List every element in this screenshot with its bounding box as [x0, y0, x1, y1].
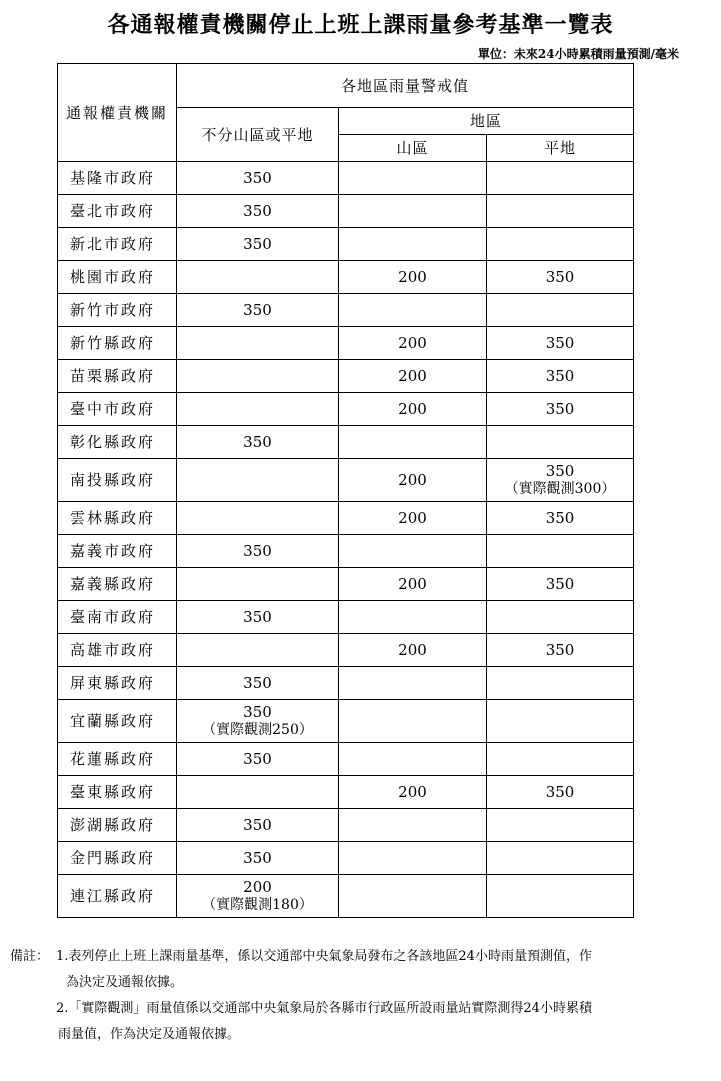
plain-cell [487, 294, 634, 327]
all-region-cell [177, 601, 339, 634]
plain-cell [487, 634, 634, 667]
mountain-cell [339, 294, 487, 327]
plain-cell [487, 842, 634, 875]
table-row [58, 228, 634, 261]
all-region-cell [177, 195, 339, 228]
mountain-cell [339, 743, 487, 776]
agency-cell-value: 澎湖縣政府 [70, 816, 156, 834]
agency-cell [58, 743, 177, 776]
all-region-cell-observed-note: （實際觀測250） [202, 722, 313, 738]
plain-cell [487, 875, 634, 918]
mountain-cell [339, 568, 487, 601]
mountain-cell-value: 200 [398, 268, 427, 286]
agency-cell [58, 535, 177, 568]
all-region-cell-value: 350 [243, 301, 272, 319]
agency-cell-value: 臺南市政府 [70, 608, 156, 626]
all-region-cell [177, 535, 339, 568]
all-region-cell [177, 809, 339, 842]
all-region-cell-value: 350 [243, 816, 272, 834]
all-region-cell-value: 350 [243, 542, 272, 560]
mountain-cell [339, 195, 487, 228]
note-2-line-1: 2.「實際觀測」雨量值係以交通部中央氣象局於各縣市行政區所設雨量站實際測得24小時累積 [56, 1001, 592, 1016]
agency-cell [58, 426, 177, 459]
agency-cell [58, 776, 177, 809]
table-row [58, 776, 634, 809]
notes [10, 944, 700, 1048]
agency-cell [58, 327, 177, 360]
all-region-cell [177, 842, 339, 875]
mountain-cell [339, 809, 487, 842]
all-region-cell-value: 350 [243, 433, 272, 451]
plain-cell-observed-note: （實際觀測300） [504, 481, 616, 497]
agency-cell [58, 459, 177, 502]
plain-cell [487, 426, 634, 459]
agency-cell-value: 南投縣政府 [70, 471, 156, 489]
all-region-cell [177, 502, 339, 535]
mountain-cell [339, 360, 487, 393]
all-region-cell-value: 350 [243, 202, 272, 220]
agency-cell [58, 294, 177, 327]
plain-cell [487, 568, 634, 601]
all-region-cell [177, 294, 339, 327]
all-region-cell [177, 776, 339, 809]
mountain-cell-value: 200 [398, 509, 427, 527]
table-row [58, 393, 634, 426]
plain-cell-value: 350 [545, 509, 575, 527]
plain-cell [487, 535, 634, 568]
mountain-cell [339, 776, 487, 809]
agency-cell [58, 700, 177, 743]
agency-cell-value: 臺中市政府 [70, 400, 156, 418]
header-no-distinction: 不分山區或平地 [177, 108, 339, 162]
mountain-cell-value: 200 [398, 641, 427, 659]
agency-cell [58, 162, 177, 195]
mountain-cell [339, 502, 487, 535]
all-region-cell [177, 634, 339, 667]
agency-cell-value: 臺東縣政府 [70, 783, 156, 801]
agency-cell-value: 屏東縣政府 [70, 674, 156, 692]
note-1-line-2: 為決定及通報依據。 [66, 975, 184, 990]
all-region-cell [177, 261, 339, 294]
agency-cell [58, 667, 177, 700]
agency-cell [58, 568, 177, 601]
plain-cell [487, 327, 634, 360]
plain-cell [487, 700, 634, 743]
table-row [58, 535, 634, 568]
agency-cell [58, 809, 177, 842]
table-row [58, 700, 634, 743]
agency-cell [58, 393, 177, 426]
mountain-cell [339, 700, 487, 743]
all-region-cell [177, 568, 339, 601]
all-region-cell [177, 426, 339, 459]
all-region-cell [177, 228, 339, 261]
table-row [58, 875, 634, 918]
agency-cell [58, 634, 177, 667]
table-row [58, 426, 634, 459]
table-row [58, 294, 634, 327]
mountain-cell-value: 200 [398, 400, 427, 418]
mountain-cell [339, 875, 487, 918]
table-row [58, 162, 634, 195]
agency-cell [58, 228, 177, 261]
mountain-cell [339, 535, 487, 568]
agency-cell [58, 842, 177, 875]
all-region-cell [177, 743, 339, 776]
agency-cell-value: 宜蘭縣政府 [70, 712, 156, 730]
table-row [58, 360, 634, 393]
all-region-cell-value: 350 [243, 169, 272, 187]
mountain-cell-value: 200 [398, 334, 427, 352]
agency-cell-value: 新北市政府 [70, 235, 156, 253]
all-region-cell-value: 350 [243, 849, 272, 867]
plain-cell-value: 350 [545, 268, 575, 286]
header-region: 地區 [339, 108, 634, 135]
all-region-cell-observed-note: （實際觀測180） [202, 897, 313, 913]
plain-cell [487, 195, 634, 228]
plain-cell [487, 360, 634, 393]
plain-cell-value: 350 [545, 400, 575, 418]
plain-cell-value: 350 [545, 783, 575, 801]
table-row [58, 195, 634, 228]
mountain-cell [339, 426, 487, 459]
plain-cell-value: 350 [545, 641, 575, 659]
all-region-cell [177, 162, 339, 195]
agency-cell-value: 嘉義縣政府 [70, 575, 156, 593]
table-row [58, 667, 634, 700]
all-region-cell [177, 393, 339, 426]
plain-cell [487, 261, 634, 294]
mountain-cell [339, 842, 487, 875]
mountain-cell-value: 200 [398, 367, 427, 385]
agency-cell-value: 基隆市政府 [70, 169, 156, 187]
plain-cell [487, 502, 634, 535]
notes-label: 備註： [10, 949, 50, 964]
mountain-cell-value: 200 [398, 575, 427, 593]
agency-cell-value: 新竹市政府 [70, 301, 156, 319]
all-region-cell-value: 350 [243, 750, 272, 768]
agency-cell-value: 桃園市政府 [70, 268, 156, 286]
note-2-line-2: 雨量值，作為決定及通報依據。 [58, 1027, 241, 1042]
mountain-cell-value: 200 [398, 471, 427, 489]
table-row [58, 261, 634, 294]
agency-cell-value: 彰化縣政府 [70, 433, 156, 451]
plain-cell [487, 228, 634, 261]
mountain-cell [339, 601, 487, 634]
note-1-line-1 [10, 944, 700, 970]
header-plain: 平地 [487, 135, 634, 162]
plain-cell [487, 743, 634, 776]
agency-cell [58, 875, 177, 918]
mountain-cell [339, 327, 487, 360]
agency-cell [58, 601, 177, 634]
note-1-text: 1.表列停止上班上課雨量基準，係以交通部中央氣象局發布之各該地區24小時雨量預測值，作 [56, 949, 592, 964]
mountain-cell [339, 261, 487, 294]
plain-cell-value: 350 [545, 367, 575, 385]
all-region-cell [177, 875, 339, 918]
table-row [58, 634, 634, 667]
table-row [58, 459, 634, 502]
all-region-cell-value: 350 [243, 674, 272, 692]
table-row [58, 327, 634, 360]
all-region-cell [177, 700, 339, 743]
rainfall-table [57, 63, 634, 918]
unit-label: 單位：未來24小時累積雨量預測/毫米 [477, 47, 679, 61]
plain-cell-value: 350 [545, 462, 575, 480]
agency-cell-value: 花蓮縣政府 [70, 750, 156, 768]
all-region-cell-value: 350 [243, 703, 272, 721]
plain-cell-value: 350 [545, 575, 575, 593]
agency-cell-value: 苗栗縣政府 [70, 367, 156, 385]
agency-cell-value: 嘉義市政府 [70, 542, 156, 560]
table-row [58, 842, 634, 875]
table-row [58, 809, 634, 842]
agency-cell [58, 502, 177, 535]
header-mountain: 山區 [339, 135, 487, 162]
agency-cell-value: 金門縣政府 [70, 849, 156, 867]
all-region-cell-value: 350 [243, 235, 272, 253]
all-region-cell-value: 200 [243, 878, 272, 896]
plain-cell [487, 162, 634, 195]
table-row [58, 743, 634, 776]
all-region-cell-value: 350 [243, 608, 272, 626]
agency-cell [58, 195, 177, 228]
table-row [58, 601, 634, 634]
table-row [58, 568, 634, 601]
all-region-cell [177, 459, 339, 502]
plain-cell [487, 776, 634, 809]
agency-cell-value: 新竹縣政府 [70, 334, 156, 352]
plain-cell [487, 667, 634, 700]
agency-cell [58, 360, 177, 393]
mountain-cell [339, 228, 487, 261]
mountain-cell [339, 634, 487, 667]
agency-cell-value: 連江縣政府 [70, 887, 156, 905]
mountain-cell [339, 393, 487, 426]
plain-cell [487, 809, 634, 842]
agency-cell-value: 臺北市政府 [70, 202, 156, 220]
plain-cell-value: 350 [545, 334, 575, 352]
agency-cell-value: 高雄市政府 [70, 641, 156, 659]
table-row [58, 502, 634, 535]
mountain-cell [339, 667, 487, 700]
plain-cell [487, 601, 634, 634]
header-warning: 各地區雨量警戒值 [177, 64, 634, 108]
mountain-cell-value: 200 [398, 783, 427, 801]
mountain-cell [339, 459, 487, 502]
agency-cell-value: 雲林縣政府 [70, 509, 156, 527]
plain-cell [487, 459, 634, 502]
all-region-cell [177, 360, 339, 393]
plain-cell [487, 393, 634, 426]
all-region-cell [177, 667, 339, 700]
table-body [58, 162, 634, 918]
all-region-cell [177, 327, 339, 360]
mountain-cell [339, 162, 487, 195]
header-agency: 通報權責機關 [58, 64, 177, 162]
document-title: 各通報權責機關停止上班上課雨量參考基準一覽表 [107, 12, 614, 38]
agency-cell [58, 261, 177, 294]
